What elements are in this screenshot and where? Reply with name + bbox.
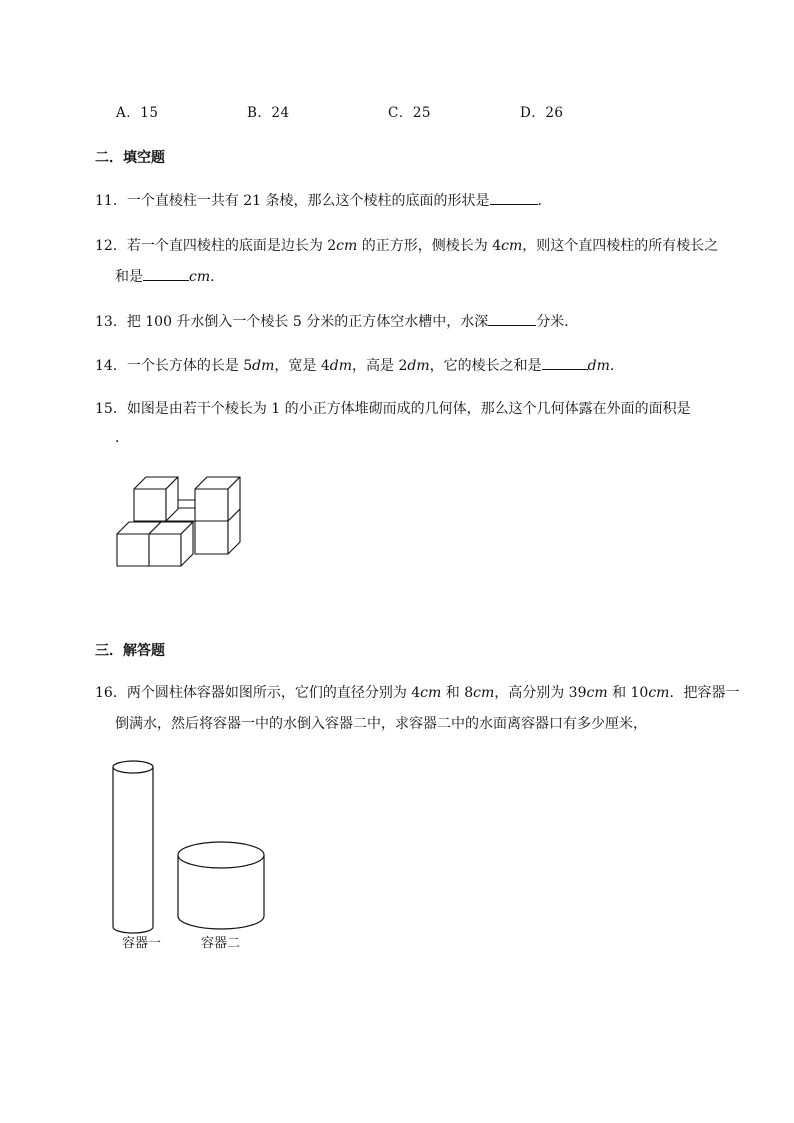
question-13-end: 分米． [536,314,579,330]
question-13 [95,311,578,332]
question-14 [95,355,624,376]
question-16-text: ，高分别为 39 [494,685,587,701]
question-16-line2: 倒满水，然后将容器一中的水倒入容器二中，求容器二中的水面离容器口有多少厘米， [115,716,647,732]
unit: cm [420,685,442,701]
question-12-line1 [95,236,718,256]
question-12-text: ，则这个直四棱柱的所有棱长之 [522,238,719,254]
unit: dm [252,358,275,374]
question-16-line1 [95,683,739,703]
section-title-answer: 三．解答题 [95,643,165,659]
unit: cm [501,238,523,254]
container-one-body [113,767,153,933]
answer-blank [490,190,538,205]
question-14-end: ． [609,358,624,374]
container-one-label: 容器一 [122,936,162,951]
cube-stack-figure [110,470,250,572]
question-14-text: ，宽是 4 [274,358,330,374]
question-16-text: 和 10 [607,685,649,701]
unit: cm [336,238,358,254]
question-11-text: 11．一个直棱柱一共有 21 条棱，那么这个棱柱的底面的形状是 [95,193,490,209]
choice-b: B．24 [247,105,290,121]
question-11-end: ． [537,193,552,209]
question-16-text: ．把容器一 [669,685,740,701]
unit: dm [407,358,430,374]
question-15-line1: 15．如图是由若干个棱长为 1 的小正方体堆砌而成的几何体，那么这个几何体露在外面的面积是 [95,401,691,417]
unit: cm [586,685,608,701]
question-14-text: ，它的棱长之和是 [429,358,542,374]
question-16-text: 和 8 [441,685,474,701]
question-16-text: 16．两个圆柱体容器如图所示，它们的直径分别为 4 [95,685,421,701]
container-two-top [178,842,264,868]
answer-blank [488,311,536,326]
question-13-text: 13．把 100 升水倒入一个棱长 5 分米的正方体空水槽中，水深 [95,314,489,330]
question-15-line2: ． [115,430,129,446]
choice-d: D．26 [520,105,564,121]
section-title-fill-in: 二．填空题 [95,150,165,166]
unit: dm [587,358,610,374]
question-12-line2 [115,266,224,287]
answer-blank [143,266,189,281]
choice-c: C．25 [388,105,432,121]
container-one-top [113,761,153,773]
question-14-text: 14．一个长方体的长是 5 [95,358,253,374]
question-12-end: ． [210,269,225,285]
question-11 [95,190,552,211]
unit: cm [189,269,211,285]
question-12-text: 的正方形，侧棱长为 4 [357,238,502,254]
question-14-text: ，高是 2 [352,358,408,374]
answer-blank [542,355,588,370]
unit: cm [648,685,670,701]
container-two-label: 容器二 [201,936,241,951]
choice-a: A．15 [116,105,159,121]
unit: cm [473,685,495,701]
cylinders-figure [105,752,275,957]
question-12-text: 和是 [115,269,143,285]
unit: dm [329,358,353,374]
question-12-text: 12．若一个直四棱柱的底面是边长为 2 [95,238,337,254]
